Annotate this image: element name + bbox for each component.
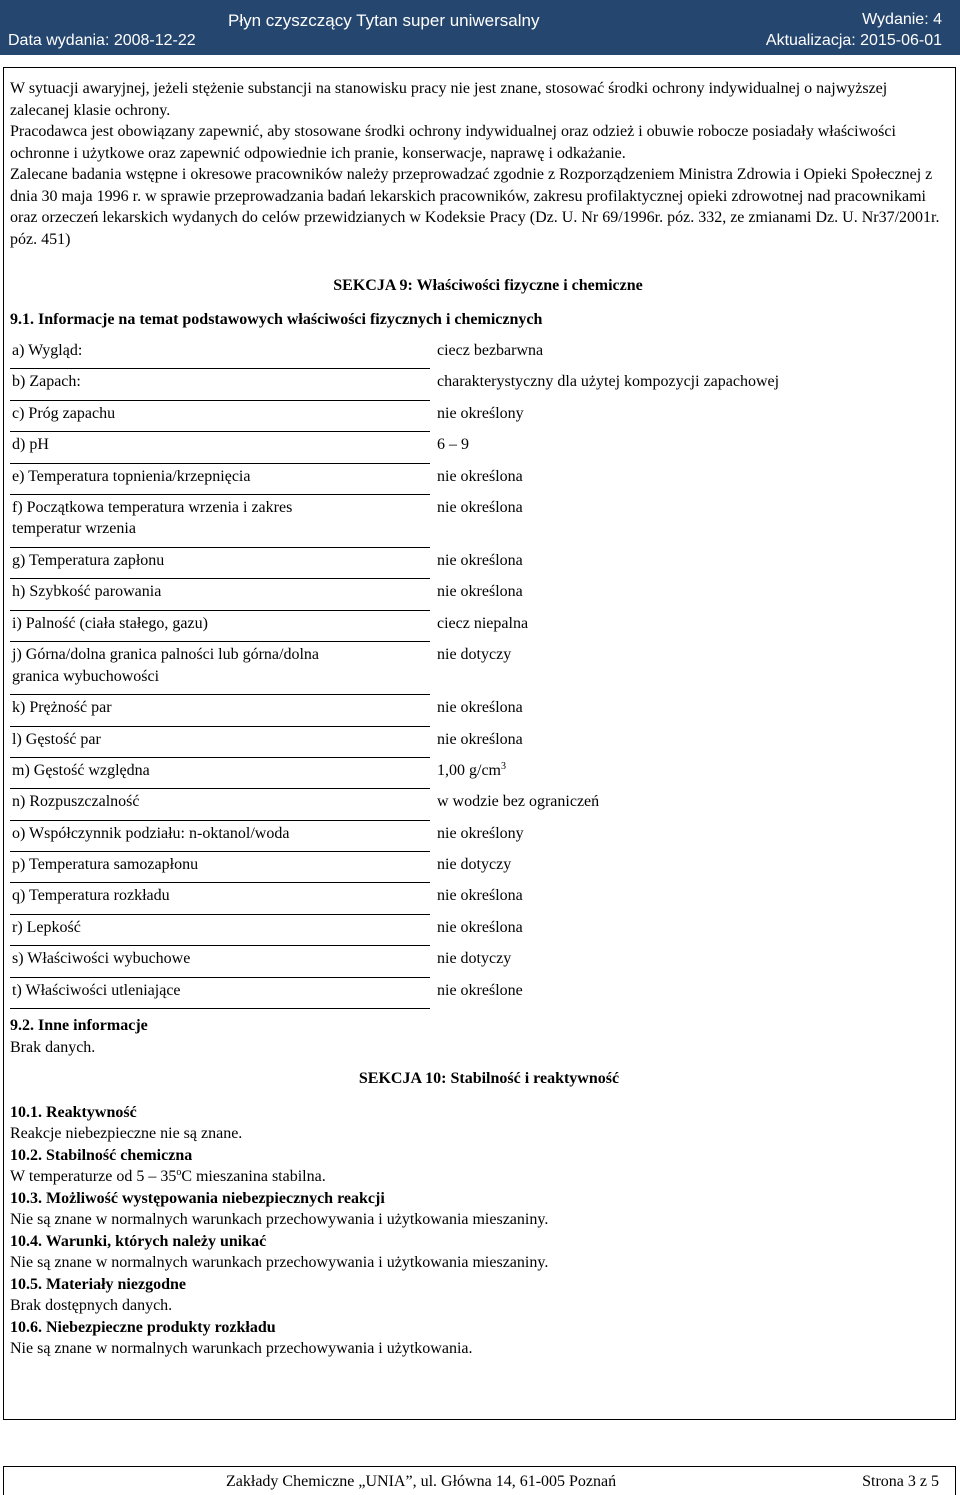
property-value-text: nie określona	[437, 551, 523, 569]
s10-item-text: Brak dostępnych danych.	[10, 1297, 173, 1314]
property-row	[10, 850, 950, 881]
section-9-10-content	[10, 1015, 950, 1360]
property-value-text: nie określona	[437, 918, 523, 936]
document-body	[10, 78, 950, 1357]
property-row	[10, 881, 950, 912]
property-value	[437, 823, 524, 845]
page-number: Strona 3 z 5	[862, 1473, 939, 1490]
property-row	[10, 399, 950, 430]
s10-item-text: Nie są znane w normalnych warunkach przechowywania i użytkowania mieszaniny.	[10, 1211, 549, 1228]
property-row	[10, 367, 950, 398]
property-value	[437, 581, 523, 603]
property-label: q) Temperatura rozkładu	[12, 887, 170, 905]
s10-item-title: 10.3. Możliwość występowania niebezpiecznych reakcji	[10, 1189, 385, 1207]
property-value-text: nie określona	[437, 699, 523, 717]
s10-item-text: Nie są znane w normalnych warunkach przechowywania i użytkowania.	[10, 1340, 473, 1357]
intro-paragraph-3: Zalecane badania wstępne i okresowe pracowników należy przeprowadzać zgodnie z Rozporządzeniem Ministra Zdrowia i Opieki Społecznej z dnia 30 maja 1996 r. w sprawie przeprowadzania badań lekarskich pracowników, zakresu profilaktycznej opieki zdrowotnej nad pracownikami oraz orzeczeń lekarskich wydanych do celów przewidzianych w Kodeksie Pracy (Dz. U. Nr 69/1996r. póz. 332, ze zmianami Dz. U. Nr37/2001r. póz. 451)	[10, 166, 940, 248]
subsection-9-2-text: Brak danych.	[10, 1038, 96, 1056]
property-value-text: charakterystyczny dla użytej kompozycji zapachowej	[437, 373, 780, 391]
s10-item-title: 10.4. Warunki, których należy unikać	[10, 1232, 267, 1250]
property-value	[437, 466, 523, 488]
property-row	[10, 493, 950, 546]
property-value	[437, 885, 523, 907]
property-row	[10, 609, 950, 640]
property-value-text: 1,00 g/cm	[437, 761, 501, 779]
property-label: p) Temperatura samozapłonu	[12, 856, 199, 874]
property-value-text: w wodzie bez ograniczeń	[437, 793, 600, 811]
property-row	[10, 546, 950, 577]
row-underline	[10, 1008, 430, 1009]
property-value	[437, 791, 599, 813]
property-label: s) Właściwości wybuchowe	[12, 950, 191, 968]
property-label: l) Gęstość par	[12, 730, 101, 748]
property-value-text: nie dotyczy	[437, 646, 512, 664]
property-value	[437, 854, 511, 876]
property-row	[10, 577, 950, 608]
property-value	[437, 760, 506, 782]
property-value	[437, 644, 511, 666]
intro-paragraph-2: Pracodawca jest obowiązany zapewnić, aby stosowane środki ochrony indywidualnej oraz odzież i obuwie robocze posiadały właściwości ochronne i użytkowe oraz zapewnić odpowiednie ich pranie, konserwacje, naprawę i odkażanie.	[10, 123, 896, 162]
s10-item-text: Nie są znane w normalnych warunkach przechowywania i użytkowania mieszaniny.	[10, 1254, 549, 1271]
property-label: r) Lepkość	[12, 918, 81, 936]
property-value-text: nie określony	[437, 824, 524, 842]
property-row	[10, 756, 950, 787]
subsection-9-2-title: 9.2. Inne informacje	[10, 1017, 148, 1034]
property-label: g) Temperatura zapłonu	[12, 551, 165, 569]
s10-item-title: 10.6. Niebezpieczne produkty rozkładu	[10, 1318, 276, 1336]
document-header	[0, 0, 960, 55]
subsection-9-1-title: 9.1. Informacje na temat podstawowych właściwości fizycznych i chemicznych	[10, 311, 543, 328]
property-value	[437, 948, 511, 970]
property-row	[10, 787, 950, 818]
property-value-text: ciecz bezbarwna	[437, 342, 544, 359]
property-value-text: ciecz niepalna	[437, 614, 529, 632]
s10-item-title: 10.5. Materiały niezgodne	[10, 1275, 186, 1293]
property-value	[437, 371, 779, 393]
product-title: Płyn czyszczący Tytan super uniwersalny	[228, 11, 540, 30]
property-value	[437, 917, 523, 939]
stability-text-post: C mieszanina stabilna.	[181, 1168, 326, 1185]
property-label: c) Próg zapachu	[12, 404, 116, 422]
property-value	[437, 697, 523, 719]
property-label: f) Początkowa temperatura wrzenia i zakres temperatur wrzenia	[12, 498, 293, 538]
property-row	[10, 640, 950, 693]
s10-item-text	[10, 1166, 950, 1188]
content-frame	[3, 67, 956, 1420]
property-value	[437, 729, 523, 751]
s10-item-text: Reakcje niebezpieczne nie są znane.	[10, 1125, 243, 1142]
property-value	[437, 550, 523, 572]
property-row	[10, 693, 950, 724]
property-row	[10, 913, 950, 944]
property-label: m) Gęstość względna	[12, 761, 150, 779]
property-value	[437, 613, 528, 635]
property-value-text: nie określony	[437, 404, 524, 422]
property-row	[10, 430, 950, 461]
company-address: Zakłady Chemiczne „UNIA”, ul. Główna 14, 61-005 Poznań	[226, 1473, 617, 1490]
property-value-text: 6 – 9	[437, 436, 469, 454]
update-date: Aktualizacja: 2015-06-01	[765, 32, 942, 49]
property-row	[10, 336, 950, 367]
issue-date: Data wydania: 2008-12-22	[8, 32, 196, 49]
property-value-text: nie określona	[437, 887, 523, 905]
stability-text-pre: W temperaturze od 5 – 35	[10, 1168, 177, 1185]
unit-superscript: 3	[501, 760, 506, 772]
property-label: t) Właściwości utleniające	[12, 981, 181, 999]
property-value	[437, 403, 524, 425]
edition-label: Wydanie: 4	[862, 11, 942, 28]
section-9-title: SEKCJA 9: Właściwości fizyczne i chemiczne	[333, 277, 643, 294]
property-label: h) Szybkość parowania	[12, 583, 162, 601]
degree-sup: o	[176, 1166, 182, 1178]
property-value	[437, 980, 523, 1002]
property-label: d) pH	[12, 436, 49, 454]
property-value-text: nie określona	[437, 467, 523, 485]
property-value	[437, 340, 543, 362]
property-label: o) Współczynnik podziału: n-oktanol/woda	[12, 824, 290, 842]
property-row	[10, 819, 950, 850]
property-label: i) Palność (ciała stałego, gazu)	[12, 614, 208, 632]
s10-item-title: 10.1. Reaktywność	[10, 1103, 137, 1121]
property-label: n) Rozpuszczalność	[12, 793, 140, 811]
property-label: b) Zapach:	[12, 373, 81, 391]
property-row	[10, 944, 950, 975]
property-label: k) Prężność par	[12, 699, 112, 717]
property-value-text: nie określona	[437, 730, 523, 748]
property-row	[10, 725, 950, 756]
property-label: e) Temperatura topnienia/krzepnięcia	[12, 467, 251, 485]
properties-table	[10, 336, 950, 1007]
section-10-title: SEKCJA 10: Stabilność i reaktywność	[358, 1070, 620, 1087]
s10-item-title: 10.2. Stabilność chemiczna	[10, 1146, 193, 1164]
property-row	[10, 462, 950, 493]
property-value	[437, 434, 469, 456]
property-value-text: nie dotyczy	[437, 950, 512, 968]
property-value	[437, 497, 523, 519]
property-value-text: nie dotyczy	[437, 856, 512, 874]
intro-paragraph-1: W sytuacji awaryjnej, jeżeli stężenie substancji na stanowisku pracy nie jest znane, stosować środki ochrony indywidualnej o najwyższej zalecanej klasie ochrony.	[10, 80, 888, 119]
property-label: j) Górna/dolna granica palności lub górna/dolna granica wybuchowości	[12, 646, 320, 685]
property-value-text: nie określona	[437, 583, 523, 601]
property-value-text: nie określone	[437, 981, 523, 999]
property-row	[10, 976, 950, 1007]
document-footer	[3, 1466, 956, 1495]
property-value-text: nie określona	[437, 498, 523, 516]
property-label: a) Wygląd:	[12, 342, 83, 359]
